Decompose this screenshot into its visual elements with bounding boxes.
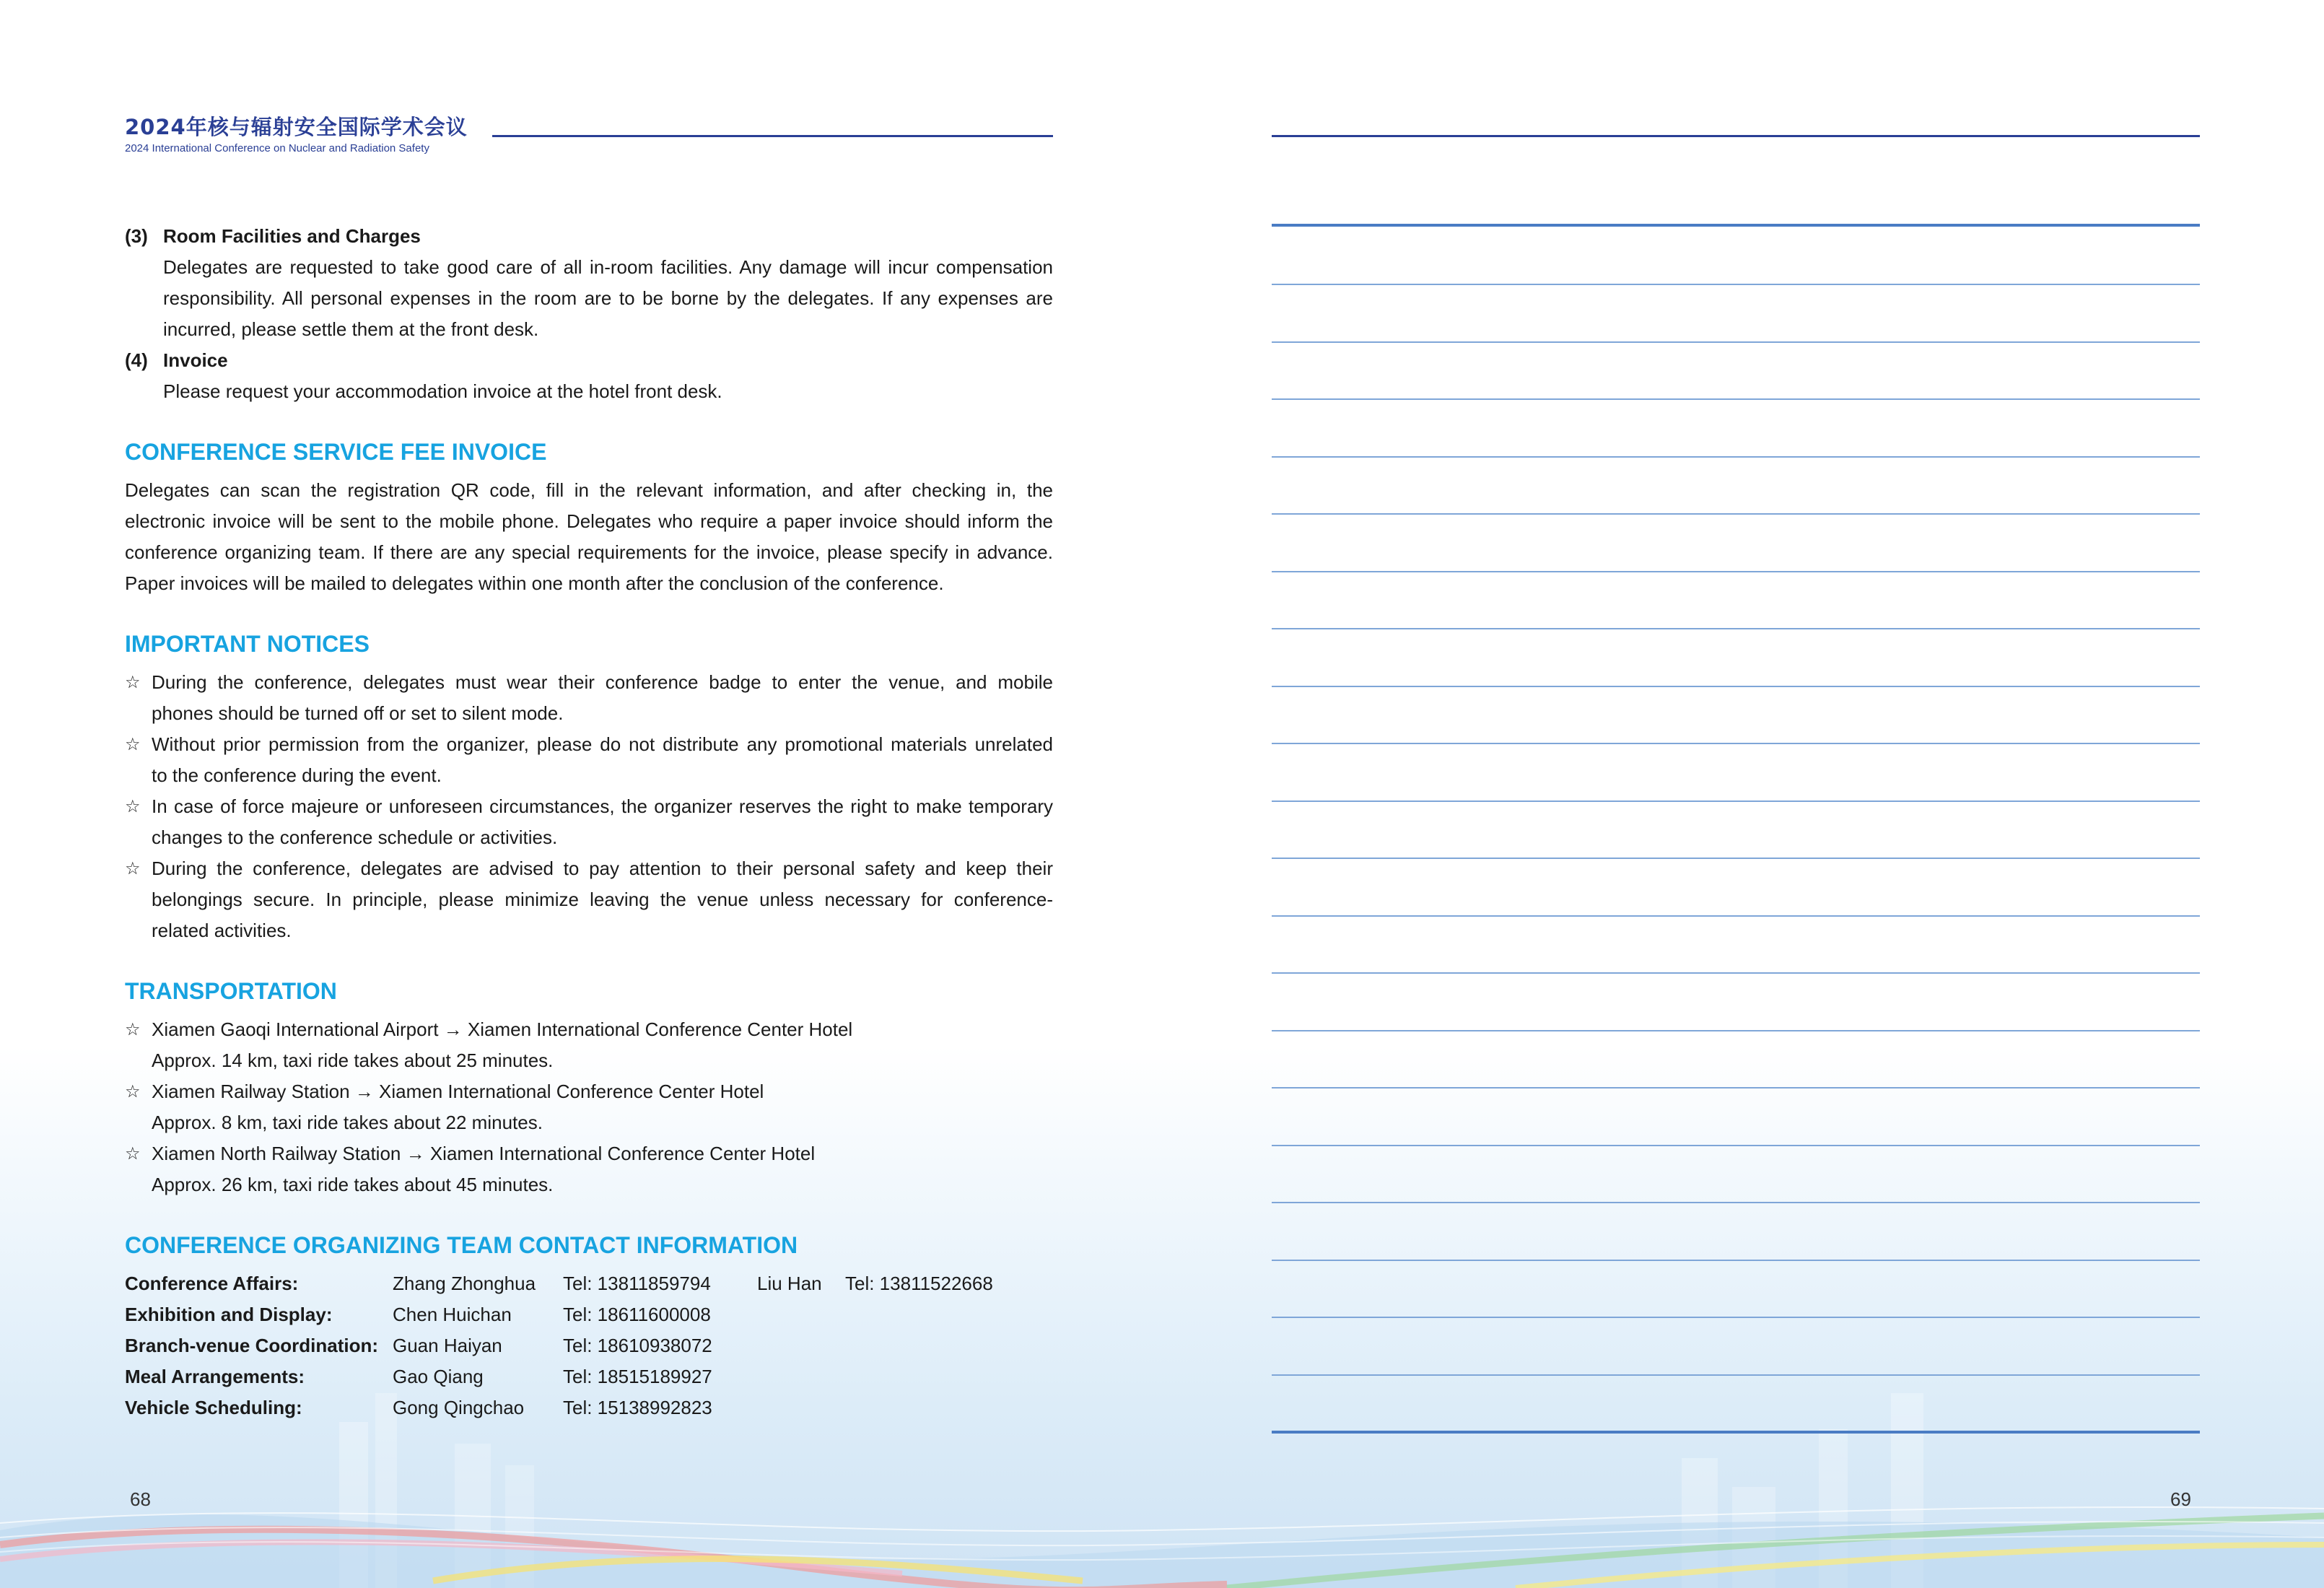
- notes-line: [1272, 743, 2200, 744]
- notes-line: [1272, 858, 2200, 859]
- contact-row: [125, 1268, 1053, 1299]
- paragraph-line: Please request your accommodation invoice at the hotel front desk.: [163, 380, 722, 402]
- contact-role: Vehicle Scheduling:: [125, 1397, 302, 1418]
- transport-detail: Approx. 8 km, taxi ride takes about 22 minutes.: [152, 1112, 543, 1133]
- contact-row: [125, 1392, 1053, 1423]
- contact-role: Meal Arrangements:: [125, 1366, 305, 1387]
- page-content: [125, 221, 1053, 1423]
- transport-detail: Approx. 14 km, taxi ride takes about 25 minutes.: [152, 1050, 554, 1071]
- notes-line: [1272, 224, 2200, 227]
- subsection-number: (4): [125, 349, 148, 371]
- notes-line: [1272, 800, 2200, 802]
- contact-tel: Tel: 18611600008: [563, 1304, 711, 1325]
- star-bullet-icon: ☆: [125, 1019, 141, 1039]
- transport-item: [125, 1014, 1053, 1045]
- notice-text: During the conference, delegates must wear their conference badge to enter the venue, and mobile: [152, 671, 1053, 693]
- contact-tel: Tel: 18610938072: [563, 1335, 712, 1356]
- notes-line: [1272, 571, 2200, 572]
- notes-line: [1272, 456, 2200, 458]
- contact-tel: Tel: 18515189927: [563, 1366, 712, 1387]
- subsection-title: Invoice: [163, 349, 228, 371]
- notes-line: [1272, 284, 2200, 285]
- notes-line: [1272, 341, 2200, 343]
- subsection-number: (3): [125, 225, 148, 247]
- notes-line: [1272, 1260, 2200, 1261]
- notice-text: changes to the conference schedule or activities.: [152, 826, 558, 848]
- section-title-contacts: CONFERENCE ORGANIZING TEAM CONTACT INFORMATION: [125, 1232, 798, 1258]
- notice-text: During the conference, delegates are advised to pay attention to their personal safety and keep their: [152, 858, 1053, 879]
- contact-row: [125, 1361, 1053, 1392]
- contact-role: Conference Affairs:: [125, 1273, 299, 1294]
- subsection-heading: [125, 221, 1053, 252]
- paragraph-line: incurred, please settle them at the front desk.: [163, 318, 539, 340]
- subsection-heading: [125, 345, 1053, 376]
- notice-text: phones should be turned off or set to silent mode.: [152, 702, 564, 724]
- contact-row: [125, 1299, 1053, 1330]
- star-bullet-icon: ☆: [125, 1143, 141, 1164]
- paragraph-line: electronic invoice will be sent to the mobile phone. Delegates who require a paper invoice should inform the: [125, 510, 1053, 532]
- page-header: [125, 111, 468, 154]
- header-title-cn: 2024年核与辐射安全国际学术会议: [125, 115, 468, 139]
- notes-line: [1272, 686, 2200, 687]
- contact-role: Branch-venue Coordination:: [125, 1335, 379, 1356]
- transport-detail: Approx. 26 km, taxi ride takes about 45 minutes.: [152, 1174, 554, 1195]
- notes-line: [1272, 1202, 2200, 1203]
- notes-line: [1272, 398, 2200, 400]
- notes-line: [1272, 628, 2200, 629]
- section-title-notices: IMPORTANT NOTICES: [125, 631, 370, 657]
- contact-name: Liu Han: [757, 1273, 822, 1294]
- header-rule-right: [1272, 135, 2200, 137]
- contact-tel: Tel: 15138992823: [563, 1397, 712, 1418]
- contact-name: Guan Haiyan: [393, 1335, 502, 1356]
- paragraph-line: Delegates can scan the registration QR code, fill in the relevant information, and after checking in, the: [125, 479, 1053, 501]
- notice-item: [125, 729, 1053, 760]
- page-number-right: 69: [2170, 1488, 2191, 1510]
- section-title-transportation: TRANSPORTATION: [125, 978, 337, 1004]
- header-title-en: 2024 International Conference on Nuclear and Radiation Safety: [125, 142, 429, 154]
- notice-item: [125, 853, 1053, 884]
- notes-line: [1272, 972, 2200, 974]
- contact-name: Gong Qingchao: [393, 1397, 525, 1418]
- contact-name: Chen Huichan: [393, 1304, 512, 1325]
- notes-line: [1272, 915, 2200, 917]
- star-bullet-icon: ☆: [125, 672, 141, 692]
- transport-route: Xiamen Railway Station → Xiamen International Conference Center Hotel: [152, 1081, 764, 1102]
- contact-tel: Tel: 13811859794: [563, 1273, 711, 1294]
- notes-line: [1272, 1030, 2200, 1031]
- notes-line: [1272, 1087, 2200, 1089]
- star-bullet-icon: ☆: [125, 858, 141, 878]
- notice-item: [125, 667, 1053, 698]
- notice-item: [125, 791, 1053, 822]
- star-bullet-icon: ☆: [125, 796, 141, 816]
- notice-text: to the conference during the event.: [152, 764, 442, 786]
- transport-route: Xiamen Gaoqi International Airport → Xiamen International Conference Center Hotel: [152, 1018, 853, 1040]
- notes-line: [1272, 1145, 2200, 1146]
- notes-line: [1272, 1317, 2200, 1318]
- header-rule: [492, 135, 1053, 137]
- contact-name: Gao Qiang: [393, 1366, 484, 1387]
- right-page: [1162, 0, 2324, 1588]
- notes-line: [1272, 513, 2200, 515]
- transport-item: [125, 1076, 1053, 1107]
- contact-name: Zhang Zhonghua: [393, 1273, 536, 1294]
- notice-text: In case of force majeure or unforeseen circumstances, the organizer reserves the right to make temporary: [152, 795, 1053, 817]
- subsection-title: Room Facilities and Charges: [163, 225, 421, 247]
- contact-role: Exhibition and Display:: [125, 1304, 333, 1325]
- contact-tel: Tel: 13811522668: [845, 1273, 993, 1294]
- transport-route: Xiamen North Railway Station → Xiamen International Conference Center Hotel: [152, 1143, 816, 1164]
- contact-row: [125, 1330, 1053, 1361]
- paragraph-line: Delegates are requested to take good care of all in-room facilities. Any damage will incur compensation: [163, 256, 1053, 278]
- paragraph-line: Paper invoices will be mailed to delegates within one month after the conclusion of the conference.: [125, 572, 944, 594]
- page-number-left: 68: [130, 1488, 151, 1510]
- paragraph-line: conference organizing team. If there are any special requirements for the invoice, please specify in advance.: [125, 541, 1053, 563]
- section-title-fee-invoice: CONFERENCE SERVICE FEE INVOICE: [125, 439, 547, 465]
- notes-line: [1272, 1431, 2200, 1434]
- notice-text: Without prior permission from the organizer, please do not distribute any promotional materials unrelated: [152, 733, 1053, 755]
- star-bullet-icon: ☆: [125, 734, 141, 754]
- paragraph-line: responsibility. All personal expenses in the room are to be borne by the delegates. If any expenses are: [163, 287, 1053, 309]
- notice-text: related activities.: [152, 920, 292, 941]
- notice-text: belongings secure. In principle, please minimize leaving the venue unless necessary for conference-: [152, 889, 1053, 910]
- star-bullet-icon: ☆: [125, 1081, 141, 1101]
- notes-line: [1272, 1374, 2200, 1376]
- transport-item: [125, 1138, 1053, 1169]
